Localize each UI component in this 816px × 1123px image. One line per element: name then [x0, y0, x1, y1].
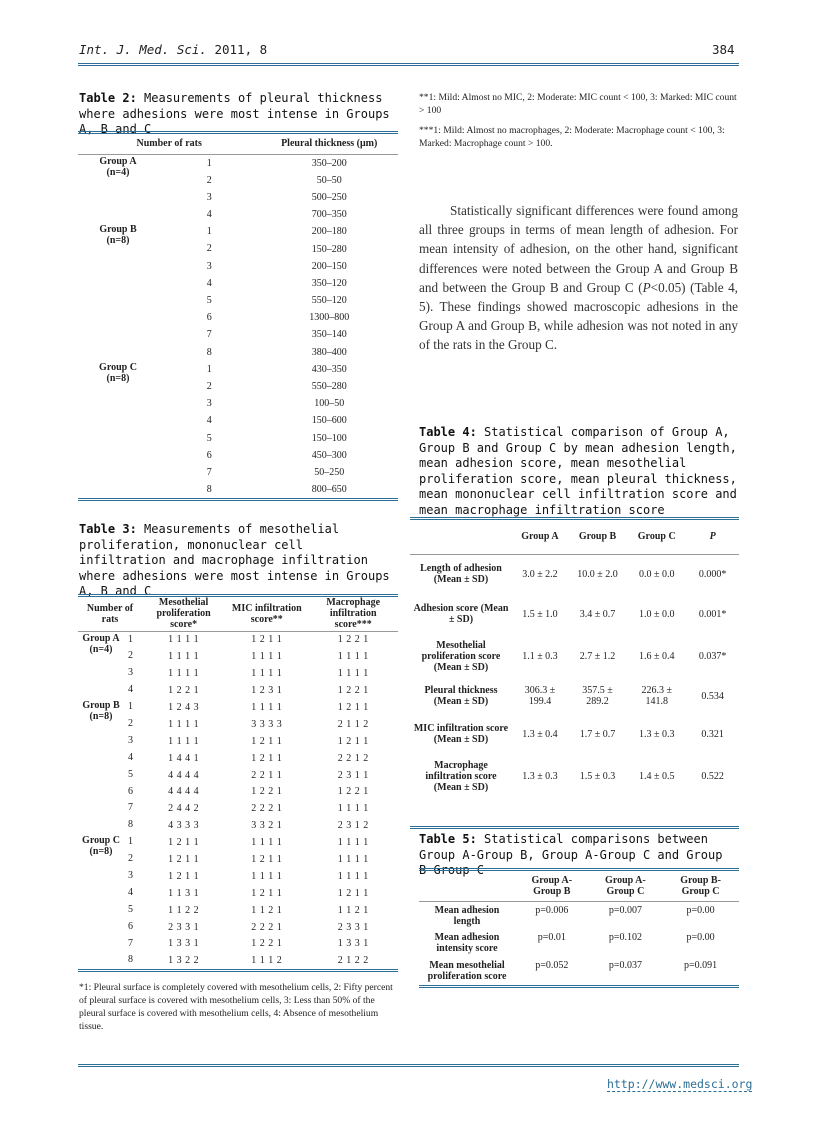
macrophage-score: 1 1 1 1 [337, 854, 369, 866]
rat-number: 1 [206, 157, 212, 169]
table-row [78, 817, 398, 834]
rat-number: 5 [128, 768, 133, 780]
rat-number: 5 [206, 295, 212, 306]
col-header-p: P [709, 531, 716, 543]
table-row [78, 481, 398, 498]
pleural-thickness-value: 100–50 [314, 398, 345, 410]
a-b-value: p=0.01 [537, 932, 566, 943]
table-row [78, 952, 398, 969]
row-label: Pleural thickness (Mean ± SD) [424, 685, 498, 707]
table-row [78, 309, 398, 326]
group-c-value: 1.3 ± 0.3 [638, 728, 675, 740]
pleural-thickness-value: 350–140 [311, 329, 347, 341]
table-row [78, 447, 398, 464]
b-c-value: p=0.00 [686, 904, 715, 916]
group-b-value: 1.5 ± 0.3 [579, 770, 616, 782]
macrophage-score: 1 2 1 1 [337, 887, 369, 899]
table-row [78, 919, 398, 936]
p-value: 0.534 [701, 690, 724, 702]
journal-url[interactable]: http://www.medsci.org [607, 1077, 753, 1091]
group-name: Group A [99, 155, 137, 167]
mesothelial-score: 1 2 2 1 [168, 685, 200, 697]
pleural-thickness-value: 150–280 [311, 243, 347, 255]
table-row [78, 665, 398, 682]
group-b-value: 1.7 ± 0.7 [579, 728, 616, 740]
mesothelial-score: 4 3 3 3 [168, 820, 200, 832]
table-row [78, 902, 398, 919]
group-n: (n=8) [89, 846, 113, 858]
mesothelial-score: 1 3 3 1 [168, 938, 200, 950]
table4-grid [410, 520, 739, 826]
mesothelial-score: 1 1 1 1 [168, 718, 200, 730]
rat-number: 4 [206, 209, 212, 221]
mic-score: 1 1 1 1 [251, 651, 283, 663]
table-row [78, 361, 398, 378]
rat-number: 6 [206, 312, 212, 324]
row-label: Adhesion score (Mean ± SD) [413, 603, 509, 625]
group-a-value: 1.5 ± 1.0 [522, 608, 558, 620]
table-row [419, 957, 739, 985]
row-label: Mean adhesion intensity score [434, 932, 500, 954]
rat-number: 3 [128, 869, 133, 881]
table-row [78, 885, 398, 902]
col-header-thickness: Pleural thickness (μm) [281, 138, 378, 150]
table-row [410, 554, 739, 594]
macrophage-score: 2 1 2 2 [337, 955, 369, 967]
a-b-value: p=0.006 [535, 904, 569, 916]
table3-footnote-3: ***1: Mild: Almost no macrophages, 2: Moderate: Macrophage count < 100, 3: Marked: Macrophage count > 100. [419, 125, 725, 149]
rat-number: 1 [128, 701, 133, 713]
header-rule [78, 63, 739, 66]
macrophage-score: 1 1 2 1 [337, 904, 369, 916]
group-c-value: 1.6 ± 0.4 [638, 650, 675, 662]
rat-number: 6 [206, 449, 212, 461]
table-row [78, 699, 398, 716]
mesothelial-score: 1 1 1 1 [168, 634, 200, 646]
a-c-value: p=0.037 [608, 960, 642, 971]
macrophage-score: 1 1 1 1 [337, 651, 369, 663]
group-n: (n=8) [106, 372, 130, 384]
table5-grid [419, 871, 739, 985]
rat-number: 8 [206, 484, 212, 496]
macrophage-score: 1 1 1 1 [337, 668, 369, 680]
rat-number: 8 [128, 954, 133, 966]
macrophage-score: 2 1 1 2 [337, 718, 369, 730]
col-header-macrophage: Macrophage infiltration score*** [326, 597, 381, 631]
table-row [78, 258, 398, 275]
group-name: Group A [82, 632, 120, 644]
macrophage-score: 1 2 1 1 [337, 702, 369, 713]
group-b-value: 357.5 ± 289.2 [582, 685, 613, 707]
macrophage-score: 2 3 1 1 [337, 769, 369, 781]
rat-number: 1 [128, 836, 133, 848]
table3-footnote-2: **1: Mild: Almost no MIC, 2: Moderate: MIC count < 100, 3: Marked: MIC count > 100 [419, 92, 737, 116]
table-row [78, 206, 398, 223]
macrophage-score: 1 2 1 1 [337, 735, 369, 747]
pleural-thickness-value: 450–300 [311, 449, 347, 461]
mic-score: 1 1 2 1 [251, 904, 283, 916]
table-row [78, 344, 398, 361]
macrophage-score: 1 2 2 1 [337, 786, 369, 798]
macrophage-score: 2 3 1 2 [337, 820, 369, 832]
a-b-value: p=0.052 [535, 960, 569, 971]
mic-score: 1 2 1 1 [251, 854, 283, 866]
p-value: 0.037* [698, 650, 727, 662]
mesothelial-score: 1 1 3 1 [168, 887, 200, 899]
table-row [78, 767, 398, 784]
rat-number: 3 [128, 667, 133, 679]
pleural-thickness-value: 500–250 [311, 191, 347, 203]
table-row [78, 292, 398, 309]
pleural-thickness-value: 200–150 [311, 260, 347, 272]
rat-number: 6 [128, 920, 133, 932]
pleural-thickness-value: 1300–800 [309, 312, 350, 324]
group-c-value: 226.3 ± 141.8 [641, 685, 672, 707]
table-row [78, 412, 398, 429]
group-n: (n=8) [89, 711, 113, 723]
table-row [410, 754, 739, 798]
col-header-group-a: Group A [521, 531, 559, 543]
group-a-value: 1.3 ± 0.3 [522, 770, 558, 782]
p-value: 0.000* [698, 568, 727, 580]
p-value: 0.001* [698, 608, 727, 620]
rat-number: 4 [128, 684, 133, 696]
group-name: Group B [82, 700, 120, 712]
group-n: (n=4) [106, 166, 130, 178]
rat-number: 5 [128, 903, 133, 915]
group-n: (n=4) [89, 643, 113, 655]
page-number: 384 [712, 42, 735, 57]
table-row [410, 714, 739, 754]
group-n: (n=8) [106, 235, 130, 247]
table-row [410, 678, 739, 714]
rat-number: 7 [206, 329, 212, 341]
table2-header-row [78, 134, 398, 154]
group-b-value: 3.4 ± 0.7 [579, 608, 616, 620]
table-row [78, 464, 398, 481]
table-row [410, 594, 739, 634]
macrophage-score: 2 2 1 2 [337, 752, 369, 764]
table-row [78, 851, 398, 868]
pleural-thickness-value: 200–180 [311, 226, 347, 238]
mesothelial-score: 1 1 1 1 [168, 735, 200, 747]
group-c-value: 0.0 ± 0.0 [638, 568, 675, 580]
table3-grid [78, 597, 398, 969]
mic-score: 1 2 2 1 [251, 938, 283, 950]
table-row [78, 868, 398, 885]
rat-number: 6 [128, 785, 133, 797]
rat-number: 2 [128, 717, 133, 729]
table3-header-row [78, 597, 398, 631]
pleural-thickness-value: 800–650 [311, 484, 347, 496]
mic-score: 1 1 1 2 [251, 955, 283, 967]
table-row [78, 223, 398, 240]
table-row [78, 733, 398, 750]
mic-score: 1 2 3 1 [251, 685, 283, 697]
table2-grid [78, 134, 398, 498]
group-a-value: 306.3 ± 199.4 [524, 685, 556, 707]
col-header-rats: Number of rats [136, 138, 202, 150]
body-paragraph: Statistically significant differences were found among all three groups in terms of mean length of adhesion. For mean intensity of adhesion, on the other hand, significant differences were noted between the Group A and Group B and between the Group B and Group C (P<0.05) (Table 4, 5). These findings showed macroscopic adhesions in the Group A and Group B, while adhesion was not noted in any of the rats in the Group C. [419, 203, 738, 353]
mic-score: 1 2 2 1 [251, 786, 283, 798]
row-label: Mean mesothelial proliferation score [427, 960, 507, 982]
a-c-value: p=0.102 [608, 932, 642, 943]
table5-title: Table 5: Statistical comparisons between Group A-Group B, Group A-Group C and Group B-Group C [419, 832, 723, 877]
col-header-group-c: Group C [637, 531, 676, 543]
rat-number: 2 [206, 174, 212, 186]
pleural-thickness-value: 150–100 [311, 432, 347, 444]
table-row [78, 631, 398, 648]
rat-number: 8 [206, 346, 212, 358]
b-c-value: p=0.00 [686, 932, 715, 943]
mic-score: 3 3 2 1 [251, 820, 283, 832]
journal-title: Int. J. Med. Sci. 2011, 8 [79, 42, 268, 57]
rat-number: 3 [128, 734, 133, 746]
group-a-value: 3.0 ± 2.2 [522, 568, 558, 580]
mesothelial-score: 2 4 4 2 [168, 803, 200, 815]
table-row [78, 648, 398, 665]
table5-header-row [419, 871, 739, 901]
group-c-value: 1.0 ± 0.0 [638, 608, 675, 620]
pleural-thickness-value: 50–250 [314, 466, 345, 478]
col-header-rats: Number of rats [86, 602, 134, 625]
table5 [419, 868, 739, 988]
table3-footnote-1: *1: Pleural surface is completely covered with mesothelium cells, 2: Fifty percent of pleural surface is covered with mesothelium cells, 3: Less than 50% of the pleural surface is covered with mesothelium cells, 4: Absence of mesothelium tissue. [79, 982, 393, 1032]
table-row [78, 936, 398, 953]
macrophage-score: 2 3 3 1 [337, 921, 369, 933]
row-label: Mesothelial proliferation score (Mean ± SD) [421, 639, 501, 673]
pleural-thickness-value: 350–120 [311, 277, 347, 289]
rat-number: 1 [206, 226, 212, 238]
pleural-thickness-value: 700–350 [311, 209, 347, 221]
mic-score: 1 1 1 1 [251, 837, 283, 849]
rat-number: 3 [206, 260, 212, 272]
mesothelial-score: 4 4 4 4 [168, 786, 200, 798]
rat-number: 7 [128, 937, 133, 949]
col-header-mesothelial: Mesothelial proliferation score* [156, 597, 211, 631]
mesothelial-score: 1 1 2 2 [168, 904, 200, 916]
pleural-thickness-value: 550–120 [311, 295, 347, 307]
group-a-value: 1.1 ± 0.3 [522, 650, 558, 662]
group-b-value: 10.0 ± 2.0 [577, 568, 618, 580]
mic-score: 1 1 1 1 [251, 702, 283, 713]
rat-number: 2 [128, 650, 133, 662]
col-header-b-c: Group B-Group C [680, 874, 721, 897]
table4-header-row [410, 520, 739, 554]
mesothelial-score: 1 4 4 1 [168, 752, 200, 764]
table3 [78, 594, 398, 972]
rat-number: 3 [206, 398, 212, 410]
table-row [78, 326, 398, 343]
mic-score: 2 2 2 1 [251, 803, 283, 815]
mesothelial-score: 1 3 2 2 [168, 955, 200, 967]
mesothelial-score: 1 2 4 3 [168, 702, 200, 713]
mic-score: 2 2 2 1 [251, 921, 283, 933]
table4-title: Table 4: Statistical comparison of Group A, Group B and Group C by mean adhesion length, mean adhesion score, mean mesothelial proliferation score, mean pleural thickness, mean mononuclear cell infiltration score and mean macrophage infiltration score [419, 425, 737, 517]
group-name: Group C [99, 361, 137, 373]
rat-number: 2 [128, 853, 133, 865]
table4 [410, 517, 739, 829]
table-row [410, 634, 739, 678]
rat-number: 7 [128, 802, 133, 814]
macrophage-score: 1 2 2 1 [337, 685, 369, 697]
table-row [78, 154, 398, 172]
table-row [78, 716, 398, 733]
p-value: 0.522 [701, 770, 724, 782]
pleural-thickness-value: 50–50 [316, 174, 342, 186]
mesothelial-score: 1 2 1 1 [168, 870, 200, 882]
mesothelial-score: 1 2 1 1 [168, 837, 200, 849]
group-b-value: 2.7 ± 1.2 [579, 650, 616, 662]
mic-score: 1 1 1 1 [251, 668, 283, 680]
mic-score: 1 1 1 1 [251, 870, 283, 882]
rat-number: 1 [206, 363, 212, 375]
footer-rule [78, 1064, 739, 1067]
table2 [78, 131, 398, 501]
p-value: 0.321 [701, 728, 724, 740]
rat-number: 8 [128, 819, 133, 831]
row-label: MIC infiltration score (Mean ± SD) [413, 723, 509, 745]
rat-number: 2 [206, 380, 212, 392]
table-row [419, 901, 739, 929]
row-label: Length of adhesion (Mean ± SD) [420, 563, 502, 586]
row-label: Mean adhesion length [434, 904, 500, 927]
pleural-thickness-value: 550–280 [311, 381, 347, 393]
col-header-mic: MIC infiltration score** [231, 602, 302, 625]
mic-score: 3 3 3 3 [251, 718, 283, 730]
mesothelial-score: 1 2 1 1 [168, 854, 200, 866]
rat-number: 3 [206, 191, 212, 203]
col-header-a-c: Group A-Group C [605, 874, 646, 897]
group-a-value: 1.3 ± 0.4 [522, 728, 558, 740]
rat-number: 7 [206, 466, 212, 478]
mesothelial-score: 2 3 3 1 [168, 921, 200, 933]
table-row [78, 682, 398, 699]
macrophage-score: 1 1 1 1 [337, 837, 369, 849]
pleural-thickness-value: 430–350 [311, 363, 347, 375]
table3-title: Table 3: Measurements of mesothelial proliferation, mononuclear cell infiltration and macrophage infiltration where adhesions were most intense in Groups A, B and C [79, 522, 390, 598]
pleural-thickness-value: 150–600 [311, 415, 347, 427]
table-row [78, 275, 398, 292]
b-c-value: p=0.091 [684, 960, 718, 971]
table-row [78, 430, 398, 447]
pleural-thickness-value: 350–200 [311, 157, 347, 169]
pleural-thickness-value: 380–400 [311, 346, 347, 358]
macrophage-score: 1 1 1 1 [337, 870, 369, 882]
rat-number: 4 [206, 277, 212, 289]
row-label: Macrophage infiltration score (Mean ± SD) [425, 759, 497, 793]
table-row [419, 929, 739, 957]
rat-number: 4 [128, 886, 133, 898]
col-header-a-b: Group A-Group B [531, 874, 573, 897]
mic-score: 1 2 1 1 [251, 887, 283, 899]
table-row [78, 189, 398, 206]
a-c-value: p=0.007 [608, 904, 642, 916]
mic-score: 2 2 1 1 [251, 769, 283, 781]
group-name: Group B [99, 224, 137, 236]
group-name: Group C [82, 835, 120, 847]
mic-score: 1 2 1 1 [251, 634, 283, 646]
rat-number: 2 [206, 243, 212, 255]
table-row [78, 800, 398, 817]
group-c-value: 1.4 ± 0.5 [638, 770, 675, 782]
table2-title: Table 2: Measurements of pleural thickness where adhesions were most intense in Groups A, B and C [79, 91, 390, 136]
table-row [78, 784, 398, 801]
macrophage-score: 1 3 3 1 [337, 938, 369, 950]
mic-score: 1 2 1 1 [251, 752, 283, 764]
table-row [78, 750, 398, 767]
table-row [78, 395, 398, 412]
mesothelial-score: 1 1 1 1 [168, 651, 200, 663]
table-row [78, 834, 398, 851]
col-header-group-b: Group B [578, 531, 617, 543]
rat-number: 5 [206, 432, 212, 444]
mesothelial-score: 4 4 4 4 [168, 769, 200, 781]
macrophage-score: 1 2 2 1 [337, 634, 369, 646]
mic-score: 1 2 1 1 [251, 735, 283, 747]
macrophage-score: 1 1 1 1 [337, 803, 369, 815]
rat-number: 4 [128, 751, 133, 763]
rat-number: 4 [206, 415, 212, 427]
mesothelial-score: 1 1 1 1 [168, 668, 200, 680]
rat-number: 1 [128, 633, 133, 645]
